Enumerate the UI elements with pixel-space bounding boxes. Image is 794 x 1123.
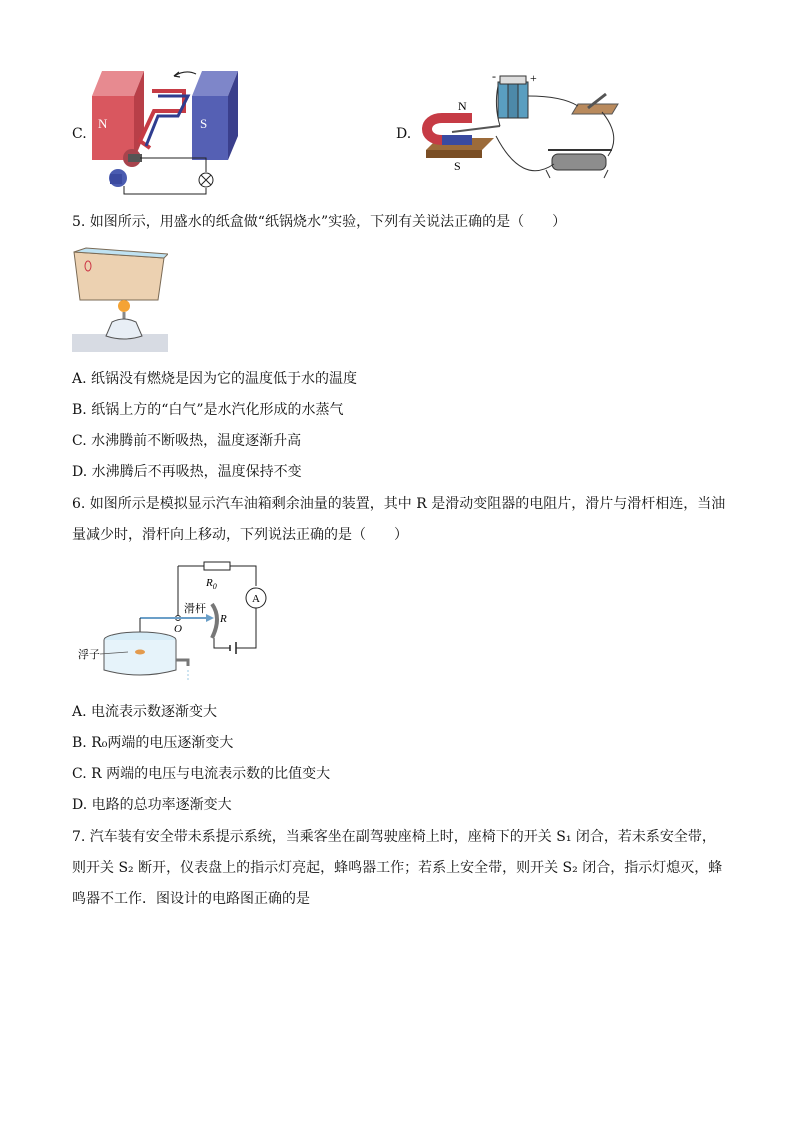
q6-option-d[interactable]: D. 电路的总功率逐渐变大	[72, 797, 232, 813]
motor-figure-d	[412, 66, 632, 196]
option-d-label: D.	[396, 126, 412, 142]
magnet-n-d: N	[458, 99, 467, 113]
q6-option-a[interactable]: A. 电流表示数逐渐变大	[72, 704, 218, 720]
r0-label: $R_0$	[206, 577, 217, 591]
q6-stem-line2: 量减少时，滑杆向上移动，下列说法正确的是（ ）	[72, 527, 408, 543]
battery-plus: +	[530, 71, 537, 85]
option-c-label: C.	[72, 126, 87, 142]
motor-figure-c	[88, 66, 248, 202]
magnet-s-d: S	[454, 159, 461, 173]
q5-option-a[interactable]: A. 纸锅没有燃烧是因为它的温度低于水的温度	[72, 371, 358, 387]
slider-label: 滑杆	[184, 603, 206, 615]
q7-line2: 则开关 S₂ 断开，仪表盘上的指示灯亮起，蜂鸣器工作；若系上安全带，则开关 S₂ 闭合，指示灯熄灭，蜂	[72, 860, 723, 876]
q7-line3: 鸣器不工作．图设计的电路图正确的是	[72, 891, 310, 907]
fuel-gauge-figure	[78, 556, 278, 692]
q5-option-d[interactable]: D. 水沸腾后不再吸热，温度保持不变	[72, 464, 302, 480]
q6-option-c[interactable]: C. R 两端的电压与电流表示数的比值变大	[72, 766, 331, 782]
q5-option-c[interactable]: C. 水沸腾前不断吸热，温度逐渐升高	[72, 433, 302, 449]
resistor-label: R	[220, 613, 227, 625]
q6-stem-line1: 6. 如图所示是模拟显示汽车油箱剩余油量的装置，其中 R 是滑动变阻器的电阻片，滑片与滑杆相连，当油	[72, 496, 726, 512]
q6-option-b[interactable]: B. R₀两端的电压逐渐变大	[72, 735, 234, 751]
float-label: 浮子	[78, 649, 100, 661]
paper-pot-figure	[72, 244, 168, 352]
q5-option-b[interactable]: B. 纸锅上方的“白气”是水汽化形成的水蒸气	[72, 402, 344, 418]
ammeter-label: A	[252, 593, 260, 605]
battery-minus: -	[492, 69, 496, 83]
q5-stem: 5. 如图所示，用盛水的纸盒做“纸锅烧水”实验，下列有关说法正确的是（ ）	[72, 214, 567, 230]
magnet-n-label: N	[98, 116, 108, 131]
magnet-s-label: S	[200, 116, 208, 131]
pivot-label: O	[174, 623, 182, 635]
q7-line1: 7. 汽车装有安全带未系提示系统，当乘客坐在副驾驶座椅上时，座椅下的开关 S₁ 闭合，若未系安全带，	[72, 829, 716, 845]
